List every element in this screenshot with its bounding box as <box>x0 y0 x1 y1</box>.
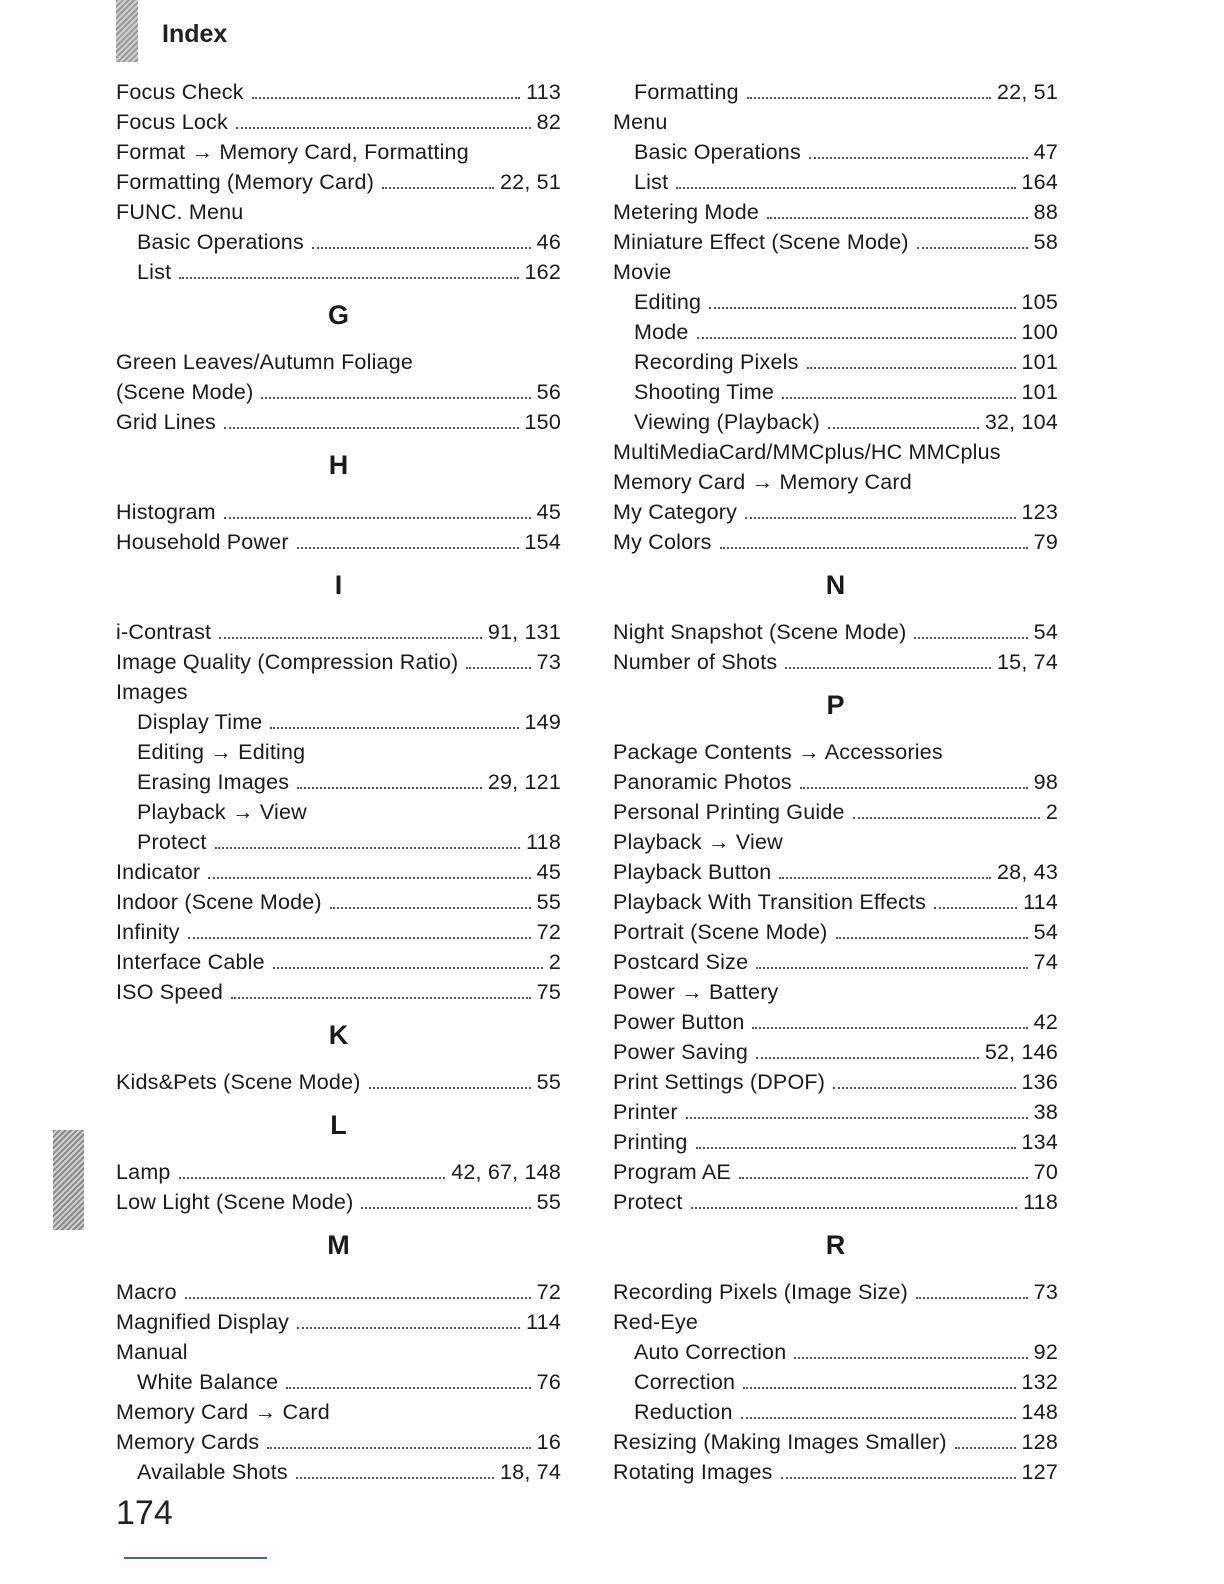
index-column-left <box>116 75 561 1485</box>
index-entry <box>613 1035 1058 1065</box>
entry-pages: 2 <box>1045 800 1058 824</box>
entry-pages: 114 <box>1023 890 1058 914</box>
index-subentry <box>116 1365 561 1395</box>
entry-pages: 28, 43 <box>997 860 1058 884</box>
index-entry <box>613 615 1058 645</box>
dot-leader <box>270 727 518 729</box>
entry-pages: 38 <box>1033 1100 1058 1124</box>
index-entry <box>116 165 561 195</box>
section-letter-heading: K <box>328 1020 349 1050</box>
entry-label: Power Button <box>613 1010 745 1034</box>
dot-leader <box>800 787 1028 789</box>
entry-label: Basic Operations <box>634 140 801 164</box>
section-letter-heading: H <box>328 450 349 480</box>
entry-pages: 74 <box>1033 950 1058 974</box>
entry-label: Indoor (Scene Mode) <box>116 890 322 914</box>
index-entry <box>116 1155 561 1185</box>
index-subentry <box>116 735 561 765</box>
bottom-rule <box>124 1557 267 1559</box>
entry-pages: 100 <box>1021 320 1058 344</box>
index-subentry <box>613 375 1058 405</box>
entry-label: Erasing Images <box>137 770 290 794</box>
dot-leader <box>752 1027 1027 1029</box>
entry-label: Interface Cable <box>116 950 265 974</box>
entry-label: Kids&Pets (Scene Mode) <box>116 1070 361 1094</box>
entry-label: Macro <box>116 1280 177 1304</box>
entry-label: Resizing (Making Images Smaller) <box>613 1430 947 1454</box>
dot-leader <box>696 1147 1016 1149</box>
dot-leader <box>828 427 979 429</box>
section-letter-heading: M <box>327 1230 350 1260</box>
dot-leader <box>286 1387 530 1389</box>
entry-label: Indicator <box>116 860 201 884</box>
section-letter-heading: P <box>826 690 845 720</box>
index-entry <box>116 915 561 945</box>
dot-leader <box>208 877 530 879</box>
entry-pages: 22, 51 <box>997 80 1058 104</box>
entry-label: Lamp <box>116 1160 171 1184</box>
entry-pages: 101 <box>1021 380 1058 404</box>
entry-label: Memory Card → Card <box>116 1400 330 1424</box>
entry-pages: 118 <box>1023 1190 1058 1214</box>
dot-leader <box>185 1297 531 1299</box>
index-entry <box>116 345 561 375</box>
dot-leader <box>745 517 1015 519</box>
entry-label: Display Time <box>137 710 263 734</box>
index-entry <box>116 1395 561 1425</box>
index-entry <box>116 1305 561 1335</box>
index-subentry <box>116 705 561 735</box>
section-letter-heading: R <box>825 1230 846 1260</box>
entry-label: Grid Lines <box>116 410 216 434</box>
dot-leader <box>267 1447 530 1449</box>
entry-pages: 72 <box>536 920 561 944</box>
entry-label: List <box>137 260 172 284</box>
section-letter-heading: L <box>330 1110 347 1140</box>
index-entry <box>116 1275 561 1305</box>
index-entry <box>613 435 1058 465</box>
index-entry <box>116 615 561 645</box>
header-tab-marker <box>116 0 138 62</box>
entry-label: Red-Eye <box>613 1310 699 1334</box>
entry-pages: 73 <box>1033 1280 1058 1304</box>
index-entry <box>613 915 1058 945</box>
entry-label: My Category <box>613 500 738 524</box>
index-entry <box>613 975 1058 1005</box>
entry-label: (Scene Mode) <box>116 380 254 404</box>
entry-label: Package Contents → Accessories <box>613 740 943 764</box>
dot-leader <box>917 247 1028 249</box>
entry-pages: 79 <box>1033 530 1058 554</box>
entry-pages: 76 <box>536 1370 561 1394</box>
entry-label: Manual <box>116 1340 188 1364</box>
entry-pages: 134 <box>1021 1130 1058 1154</box>
entry-pages: 128 <box>1021 1430 1058 1454</box>
dot-leader <box>273 967 543 969</box>
entry-pages: 101 <box>1021 350 1058 374</box>
index-subentry <box>613 315 1058 345</box>
entry-label: Recording Pixels <box>634 350 799 374</box>
index-entry <box>613 1275 1058 1305</box>
dot-leader <box>261 397 530 399</box>
entry-pages: 42, 67, 148 <box>451 1160 561 1184</box>
index-column-right <box>613 75 1058 1485</box>
entry-pages: 118 <box>526 830 561 854</box>
dot-leader <box>691 1207 1018 1209</box>
entry-label: Rotating Images <box>613 1460 773 1484</box>
entry-pages: 42 <box>1033 1010 1058 1034</box>
index-subentry <box>613 165 1058 195</box>
index-entry <box>116 945 561 975</box>
index-entry <box>613 1005 1058 1035</box>
entry-label: Image Quality (Compression Ratio) <box>116 650 459 674</box>
section-thumb-tab <box>53 1130 84 1230</box>
entry-pages: 164 <box>1021 170 1058 194</box>
entry-label: Focus Check <box>116 80 244 104</box>
entry-label: Printing <box>613 1130 688 1154</box>
index-subentry <box>116 1455 561 1485</box>
index-entry <box>613 525 1058 555</box>
dot-leader <box>785 667 991 669</box>
entry-pages: 47 <box>1033 140 1058 164</box>
index-entry <box>116 1335 561 1365</box>
entry-label: Household Power <box>116 530 289 554</box>
entry-label: MultiMediaCard/MMCplus/HC MMCplus <box>613 440 1001 464</box>
dot-leader <box>179 277 518 279</box>
index-entry <box>116 1425 561 1455</box>
entry-pages: 127 <box>1021 1460 1058 1484</box>
entry-label: Postcard Size <box>613 950 749 974</box>
dot-leader <box>807 367 1016 369</box>
index-entry <box>116 405 561 435</box>
dot-leader <box>756 967 1027 969</box>
entry-label: Playback Button <box>613 860 772 884</box>
entry-pages: 15, 74 <box>997 650 1058 674</box>
index-entry <box>613 255 1058 285</box>
index-entry <box>116 75 561 105</box>
entry-label: Memory Cards <box>116 1430 260 1454</box>
dot-leader <box>231 997 531 999</box>
index-entry <box>116 195 561 225</box>
entry-pages: 32, 104 <box>984 410 1058 434</box>
index-entry <box>613 645 1058 675</box>
dot-leader <box>466 667 530 669</box>
index-entry <box>613 1095 1058 1125</box>
index-subentry <box>613 1395 1058 1425</box>
index-entry <box>613 795 1058 825</box>
index-entry <box>613 1125 1058 1155</box>
entry-pages: 113 <box>526 80 561 104</box>
index-entry <box>116 885 561 915</box>
index-subentry <box>116 765 561 795</box>
dot-leader <box>297 547 519 549</box>
entry-pages: 52, 146 <box>984 1040 1058 1064</box>
index-entry <box>613 465 1058 495</box>
dot-leader <box>833 1087 1015 1089</box>
section-letter-heading: N <box>825 570 846 600</box>
entry-label: Memory Card → Memory Card <box>613 470 912 494</box>
entry-label: Auto Correction <box>634 1340 787 1364</box>
entry-label: Panoramic Photos <box>613 770 792 794</box>
entry-pages: 75 <box>536 980 561 1004</box>
entry-pages: 154 <box>524 530 561 554</box>
dot-leader <box>914 637 1027 639</box>
entry-pages: 45 <box>536 860 561 884</box>
dot-leader <box>297 1327 520 1329</box>
entry-label: My Colors <box>613 530 712 554</box>
entry-pages: 2 <box>548 950 561 974</box>
entry-label: Personal Printing Guide <box>613 800 845 824</box>
dot-leader <box>955 1447 1016 1449</box>
entry-pages: 55 <box>536 890 561 914</box>
entry-label: Correction <box>634 1370 736 1394</box>
entry-pages: 88 <box>1033 200 1058 224</box>
index-subentry <box>613 405 1058 435</box>
entry-pages: 132 <box>1021 1370 1058 1394</box>
entry-label: ISO Speed <box>116 980 223 1004</box>
entry-label: Low Light (Scene Mode) <box>116 1190 354 1214</box>
dot-leader <box>836 937 1028 939</box>
index-subentry <box>613 345 1058 375</box>
entry-label: Images <box>116 680 188 704</box>
dot-leader <box>686 1117 1028 1119</box>
index-entry <box>613 945 1058 975</box>
index-entry <box>116 1065 561 1095</box>
entry-pages: 91, 131 <box>487 620 561 644</box>
entry-pages: 149 <box>524 710 561 734</box>
entry-label: Viewing (Playback) <box>634 410 821 434</box>
entry-pages: 114 <box>526 1310 561 1334</box>
entry-pages: 46 <box>536 230 561 254</box>
dot-leader <box>215 847 521 849</box>
index-entry <box>613 885 1058 915</box>
index-subentry <box>116 225 561 255</box>
entry-label: Protect <box>137 830 207 854</box>
entry-label: Playback → View <box>613 830 783 854</box>
entry-pages: 16 <box>536 1430 561 1454</box>
index-entry <box>116 855 561 885</box>
entry-pages: 58 <box>1033 230 1058 254</box>
dot-leader <box>779 877 991 879</box>
entry-label: Magnified Display <box>116 1310 290 1334</box>
dot-leader <box>236 127 531 129</box>
index-entry <box>613 735 1058 765</box>
entry-label: Printer <box>613 1100 678 1124</box>
index-subentry <box>613 1335 1058 1365</box>
entry-label: Available Shots <box>137 1460 288 1484</box>
index-entry <box>613 1425 1058 1455</box>
entry-label: Power → Battery <box>613 980 779 1004</box>
index-subentry <box>613 75 1058 105</box>
dot-leader <box>224 427 519 429</box>
dot-leader <box>741 1417 1016 1419</box>
entry-label: Program AE <box>613 1160 731 1184</box>
entry-label: Basic Operations <box>137 230 304 254</box>
dot-leader <box>219 637 482 639</box>
entry-pages: 22, 51 <box>500 170 561 194</box>
entry-pages: 105 <box>1021 290 1058 314</box>
entry-label: Movie <box>613 260 672 284</box>
index-entry <box>613 225 1058 255</box>
entry-label: White Balance <box>137 1370 279 1394</box>
dot-leader <box>297 787 482 789</box>
entry-label: Metering Mode <box>613 200 760 224</box>
dot-leader <box>312 247 531 249</box>
dot-leader <box>296 1477 494 1479</box>
entry-label: Mode <box>634 320 689 344</box>
entry-pages: 150 <box>524 410 561 434</box>
index-entry <box>116 135 561 165</box>
entry-label: List <box>634 170 669 194</box>
dot-leader <box>252 97 520 99</box>
dot-leader <box>756 1057 979 1059</box>
entry-pages: 148 <box>1021 1400 1058 1424</box>
entry-label: Reduction <box>634 1400 733 1424</box>
dot-leader <box>361 1207 530 1209</box>
entry-label: Playback → View <box>137 800 307 824</box>
index-entry <box>116 1185 561 1215</box>
entry-label: Histogram <box>116 500 216 524</box>
dot-leader <box>697 337 1016 339</box>
entry-pages: 18, 74 <box>500 1460 561 1484</box>
index-entry <box>116 105 561 135</box>
index-subentry <box>613 135 1058 165</box>
entry-label: Editing <box>634 290 702 314</box>
entry-pages: 136 <box>1021 1070 1058 1094</box>
section-letter-heading: I <box>334 570 343 600</box>
entry-pages: 82 <box>536 110 561 134</box>
index-entry <box>613 195 1058 225</box>
entry-label: Formatting (Memory Card) <box>116 170 375 194</box>
index-entry <box>613 1155 1058 1185</box>
entry-label: Print Settings (DPOF) <box>613 1070 826 1094</box>
dot-leader <box>369 1087 531 1089</box>
dot-leader <box>767 217 1028 219</box>
entry-pages: 45 <box>536 500 561 524</box>
entry-label: Power Saving <box>613 1040 749 1064</box>
index-subentry <box>613 1365 1058 1395</box>
dot-leader <box>676 187 1015 189</box>
entry-pages: 55 <box>536 1190 561 1214</box>
entry-pages: 162 <box>524 260 561 284</box>
dot-leader <box>781 1477 1016 1479</box>
entry-pages: 56 <box>536 380 561 404</box>
index-entry <box>613 1065 1058 1095</box>
index-entry <box>613 1305 1058 1335</box>
dot-leader <box>916 1297 1028 1299</box>
entry-label: Formatting <box>634 80 739 104</box>
index-entry <box>116 525 561 555</box>
entry-label: Portrait (Scene Mode) <box>613 920 828 944</box>
index-entry <box>613 495 1058 525</box>
entry-label: Number of Shots <box>613 650 778 674</box>
entry-label: Miniature Effect (Scene Mode) <box>613 230 909 254</box>
index-entry <box>116 975 561 1005</box>
dot-leader <box>224 517 531 519</box>
entry-pages: 98 <box>1033 770 1058 794</box>
dot-leader <box>747 97 991 99</box>
entry-label: Night Snapshot (Scene Mode) <box>613 620 907 644</box>
entry-label: Shooting Time <box>634 380 775 404</box>
entry-pages: 54 <box>1033 620 1058 644</box>
entry-label: Menu <box>613 110 668 134</box>
dot-leader <box>794 1357 1027 1359</box>
entry-label: Editing → Editing <box>137 740 306 764</box>
entry-pages: 73 <box>536 650 561 674</box>
entry-label: Focus Lock <box>116 110 228 134</box>
dot-leader <box>934 907 1017 909</box>
entry-pages: 72 <box>536 1280 561 1304</box>
dot-leader <box>709 307 1015 309</box>
index-entry <box>613 1455 1058 1485</box>
entry-pages: 70 <box>1033 1160 1058 1184</box>
entry-pages: 92 <box>1033 1340 1058 1364</box>
entry-pages: 29, 121 <box>487 770 561 794</box>
index-entry <box>613 825 1058 855</box>
entry-pages: 55 <box>536 1070 561 1094</box>
index-subentry <box>116 255 561 285</box>
entry-label: Green Leaves/Autumn Foliage <box>116 350 414 374</box>
dot-leader <box>330 907 531 909</box>
entry-pages: 54 <box>1033 920 1058 944</box>
index-entry <box>116 645 561 675</box>
page-number: 174 <box>116 1494 173 1532</box>
index-entry <box>613 855 1058 885</box>
dot-leader <box>179 1177 446 1179</box>
dot-leader <box>782 397 1015 399</box>
index-entry <box>116 495 561 525</box>
dot-leader <box>382 187 494 189</box>
entry-label: Format → Memory Card, Formatting <box>116 140 469 164</box>
section-letter-heading: G <box>327 300 349 330</box>
entry-pages: 123 <box>1021 500 1058 524</box>
entry-label: i-Contrast <box>116 620 212 644</box>
entry-label: FUNC. Menu <box>116 200 244 224</box>
index-subentry <box>613 285 1058 315</box>
index-entry <box>613 105 1058 135</box>
index-entry <box>613 1185 1058 1215</box>
entry-label: Recording Pixels (Image Size) <box>613 1280 908 1304</box>
index-entry <box>613 765 1058 795</box>
index-entry <box>116 375 561 405</box>
dot-leader <box>720 547 1028 549</box>
index-subentry <box>116 795 561 825</box>
page-title: Index <box>162 20 228 48</box>
dot-leader <box>853 817 1040 819</box>
index-entry <box>116 675 561 705</box>
dot-leader <box>809 157 1028 159</box>
index-subentry <box>116 825 561 855</box>
dot-leader <box>739 1177 1028 1179</box>
entry-label: Playback With Transition Effects <box>613 890 927 914</box>
entry-label: Protect <box>613 1190 683 1214</box>
entry-label: Infinity <box>116 920 180 944</box>
dot-leader <box>188 937 531 939</box>
dot-leader <box>743 1387 1015 1389</box>
